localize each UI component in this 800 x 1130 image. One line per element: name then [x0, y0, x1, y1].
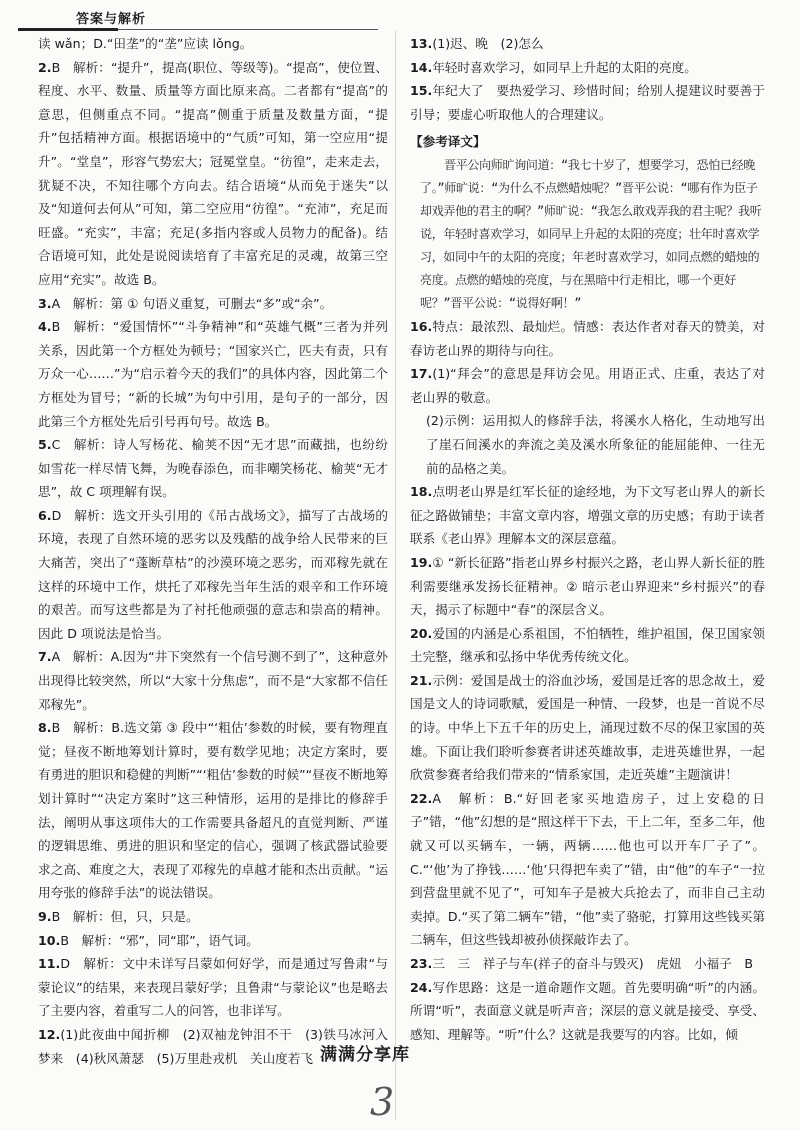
answer-number: 7.	[38, 649, 52, 665]
right-column	[410, 32, 765, 1046]
answer-item	[410, 315, 765, 362]
answer-text: (1)迟、晚 (2)怎么	[432, 36, 544, 51]
answer-number: 23.	[410, 956, 433, 971]
answer-text: A 解析：A.因为“井下突然有一个信号测不到了”，这种意外出现得比较突然，所以“大家十分焦虑”，而不是“大家都不信任邓稼先”。	[38, 649, 388, 712]
answer-number: 6.	[38, 507, 52, 523]
answer-number: 17.	[410, 366, 433, 382]
answer-item	[410, 32, 765, 56]
answer-item	[410, 669, 765, 787]
answer-item	[410, 787, 765, 952]
header-rule	[118, 29, 378, 30]
answer-number: 22.	[410, 790, 433, 806]
answer-item	[410, 622, 765, 669]
left-column	[38, 32, 388, 1070]
answer-text: 爱国的内涵是心系祖国，不怕牺牲，维护祖国，保卫国家领土完整，继承和弘扬中华优秀传统文化。	[410, 625, 765, 665]
answer-number: 16.	[410, 318, 433, 334]
answer-item	[38, 504, 388, 646]
answer-item	[410, 56, 765, 80]
answer-number: 2.	[38, 59, 52, 75]
answer-item	[410, 362, 765, 409]
answer-text: (2)示例：运用拟人的修辞手法，将溪水人格化，生动地写出了崖石间溪水的奔流之美及溪水所象征的能屈能伸、一往无前的品格之美。	[426, 413, 765, 476]
answer-number: 19.	[410, 554, 433, 570]
translation-text: 晋平公向师旷询问道：“我七十岁了，想要学习，恐怕已经晚了。”师旷说：“为什么不点燃蜡烛呢？”晋平公说：“哪有作为臣子却戏弄他的君主的啊？”师旷说：“我怎么敢戏弄我的君主呢？我听说，年轻时喜欢学习，如同早上升起的太阳的亮度；壮年时喜欢学习，如同中午的太阳的亮度；年老时喜欢学习，如同点燃的蜡烛的亮度。点燃的蜡烛的亮度，与在黑暗中行走相比，哪一个更好呢？”晋平公说：“说得好啊！”	[420, 157, 762, 310]
answer-item	[410, 952, 765, 976]
answer-text: B 解析：“爱国情怀”“斗争精神”和“英雄气概”三者为并列关系，因此第一个方框处为顿号；“国家兴亡，匹夫有责，只有万众一心……”为“启示着今天的我们”的具体内容，因此第二个方框处为冒号；“新的长城”为句中引用，是句子的一部分，因此第三个方框处先后引号再句号。故选 B。	[38, 319, 388, 429]
answer-item	[38, 645, 388, 716]
answer-text: 年纪大了 要热爱学习、珍惜时间；给别人提建议时要善于引导；要虚心听取他人的合理建议。	[410, 83, 765, 122]
answer-text: D 解析：文中未详写吕蒙如何好学，而是通过写鲁肃“与蒙论议”的结果，来表现吕蒙好学；且鲁肃“与蒙论议”也是略去了主要内容，着重写二人的问答，也非详写。	[38, 956, 388, 1019]
answer-number: 11.	[38, 956, 61, 972]
answer-text: 写作思路：这是一道命题作文题。首先要明确“听”的内涵。所谓“听”，表面意义就是听声音；深层的意义就是接受、享受、感知、理解等。“听”什么？这就是我要写的内容。比如，倾	[410, 979, 765, 1042]
answer-item	[38, 952, 388, 1023]
answer-text: (1)此夜曲中闻折柳 (2)双袖龙钟泪不干 (3)铁马冰河入梦来 (4)秋风萧瑟 (5)万里赴戎机 关山度若飞	[38, 1026, 388, 1066]
answer-number: 20.	[410, 625, 433, 641]
right-answers-bottom	[410, 315, 765, 1046]
answer-item	[410, 551, 765, 622]
answer-text: 示例：爱国是战士的浴血沙场，爱国是迁客的思念故土，爱国是文人的诗词歌赋，爱国是一种情、一段梦，也是一首说不尽的诗。中华上下五千年的历史上，涌现过数不尽的保卫家国的英雄。下面让我们聆听参赛者讲述英雄故事，走进英雄世界，一起欣赏参赛者给我们带来的“情系家国，走近英雄”主题演讲！	[410, 672, 765, 783]
answer-item	[38, 929, 388, 953]
answer-number: 10.	[38, 932, 61, 948]
answer-number: 24.	[410, 979, 433, 995]
column-divider	[395, 30, 396, 1120]
header-title: 答案与解析	[76, 12, 147, 27]
answer-number: 4.	[38, 319, 52, 335]
answer-text: 读 wǎn；D.“田垄”的“垄”应读 lǒng。	[38, 36, 253, 51]
answer-number: 12.	[38, 1026, 61, 1042]
answer-text: 特点：最浓烈、最灿烂。情感：表达作者对春天的赞美，对春访老山界的期待与向往。	[410, 318, 765, 358]
answer-text: B 解析：“邪”，同“耶”，语气词。	[60, 932, 259, 948]
answer-text: D 解析：选文开头引用的《吊古战场文》，描写了古战场的环境，表现了自然环境的恶劣以及残酷的战争给人民带来的巨大痛苦，突出了“蓬断草枯”的沙漠环境之恶劣，而邓稼先就在这样的环境中工作，烘托了邓稼先当年生活的艰辛和工作环境的艰苦。而写这些都是为了衬托他顽强的意志和崇高的精神。因此 D 项说法是恰当。	[38, 507, 388, 641]
right-answers-top	[410, 32, 765, 126]
answer-item	[38, 292, 388, 316]
watermark-text: 满满分享库	[320, 1045, 410, 1065]
answer-text: 点明老山界是红军长征的途经地，为下文写老山界人的新长征之路做铺垫；丰富文章内容，增强文章的历史感；有助于读者联系《老山界》理解本文的深层意蕴。	[410, 484, 765, 547]
answer-text: B 解析：但，只，只是。	[51, 908, 199, 924]
answer-text: (1)“拜会”的意思是拜访会见。用语正式、庄重，表达了对老山界的敬意。	[410, 366, 765, 405]
answer-text: B 解析：“提升”，提高(职位、等级等)。“提高”，使位置、程度、水平、数量、质量等方面比原来高。二者都有“提高”的意思，但侧重点不同。“提高”侧重于质量及数量方面，“提升”包括精神方面。根据语境中的“气质”可知，第一空应用“提升”。“堂皇”，形容气势宏大；冠冕堂皇。“彷徨”，走来走去，犹疑不决，不知往哪个方向去。结合语境“从而免于迷失”以及“知道何去何从”可知，第二空应用“彷徨”。“充沛”，充足而旺盛。“充实”，丰富；充足(多指内容或人员物力的配备)。结合语境可知，此处是说阅读培育了丰富充足的灵魂，故第三空应用“充实”。故选 B。	[38, 59, 388, 287]
answer-item	[38, 56, 388, 292]
answer-item	[38, 905, 388, 929]
answer-item	[38, 32, 388, 56]
answer-number: 5.	[38, 437, 52, 453]
answer-number: 3.	[38, 295, 52, 311]
header-bar	[18, 28, 118, 31]
answer-number: 18.	[410, 484, 433, 500]
answer-text: B 解析：B.选文第 ③ 段中“‘粗估’参数的时候，要有物理直觉；昼夜不断地筹划计算时，要有数学见地；决定方案时，要有勇进的胆识和稳健的判断”“‘粗估’参数的时候”“昼夜不断地筹划计算时”“决定方案时”这三种情形，运用的是排比的修辞手法，阐明从事这项伟大的工作需要具备超凡的直觉判断、严谨的逻辑思维、勇进的胆识和坚定的信心，强调了核武器试验要求之高、难度之大，表现了邓稼先的卓越才能和杰出贡献。“运用夸张的修辞手法”的说法错误。	[38, 720, 388, 901]
answer-text: C 解析：诗人写杨花、榆荚不因“无才思”而藏拙，也纷纷如雪花一样尽情飞舞，为晚春添色，而非嘲笑杨花、榆荚“无才思”，故 C 项理解有误。	[38, 437, 388, 500]
answer-number: 15.	[410, 83, 433, 99]
answer-number: 9.	[38, 908, 52, 924]
answer-number: 8.	[38, 720, 52, 736]
answer-text: 三 三 祥子与车(祥子的奋斗与毁灭) 虎妞 小福子 B	[432, 956, 754, 971]
answer-item	[38, 433, 388, 504]
answer-item	[410, 480, 765, 551]
answer-text: A 解析：第 ① 句语义重复，可删去“多”或“余”。	[51, 295, 333, 311]
answer-item	[38, 315, 388, 433]
page-header	[18, 8, 318, 34]
answer-number: 14.	[410, 59, 433, 75]
page-number: 3	[370, 1080, 395, 1124]
translation-title: 【参考译文】	[410, 134, 486, 150]
answer-item	[410, 976, 765, 1047]
answer-item	[410, 79, 765, 126]
answer-number: 21.	[410, 672, 433, 688]
answer-number: 13.	[410, 36, 433, 51]
answer-text: ① “新长征路”指老山界乡村振兴之路，老山界人新长征的胜利需要继承发扬长征精神。② 暗示老山界迎来“乡村振兴”的春天，揭示了标题中“春”的深层含义。	[410, 554, 765, 618]
answer-text: 年轻时喜欢学习，如同早上升起的太阳的亮度。	[432, 59, 697, 75]
answer-text: A 解析：B.“好回老家买地造房子，过上安稳的日子”错，“他”幻想的是“照这样干下去，干上二年，至多二年，他就又可以买辆车，一辆，两辆……他也可以开车厂子了”。C.“‘他’为了挣钱……‘他’只得把车卖了”错，由“他”的车子“一拉到营盘里就不见了”，可知车子是被大兵抢去了，而非自己主动卖掉。D.“买了第二辆车”错，“他”卖了骆驼，打算用这些钱买第二辆车，但这些钱却被孙侦探敲诈去了。	[410, 790, 765, 948]
answer-item	[410, 409, 765, 480]
answer-item	[38, 716, 388, 905]
